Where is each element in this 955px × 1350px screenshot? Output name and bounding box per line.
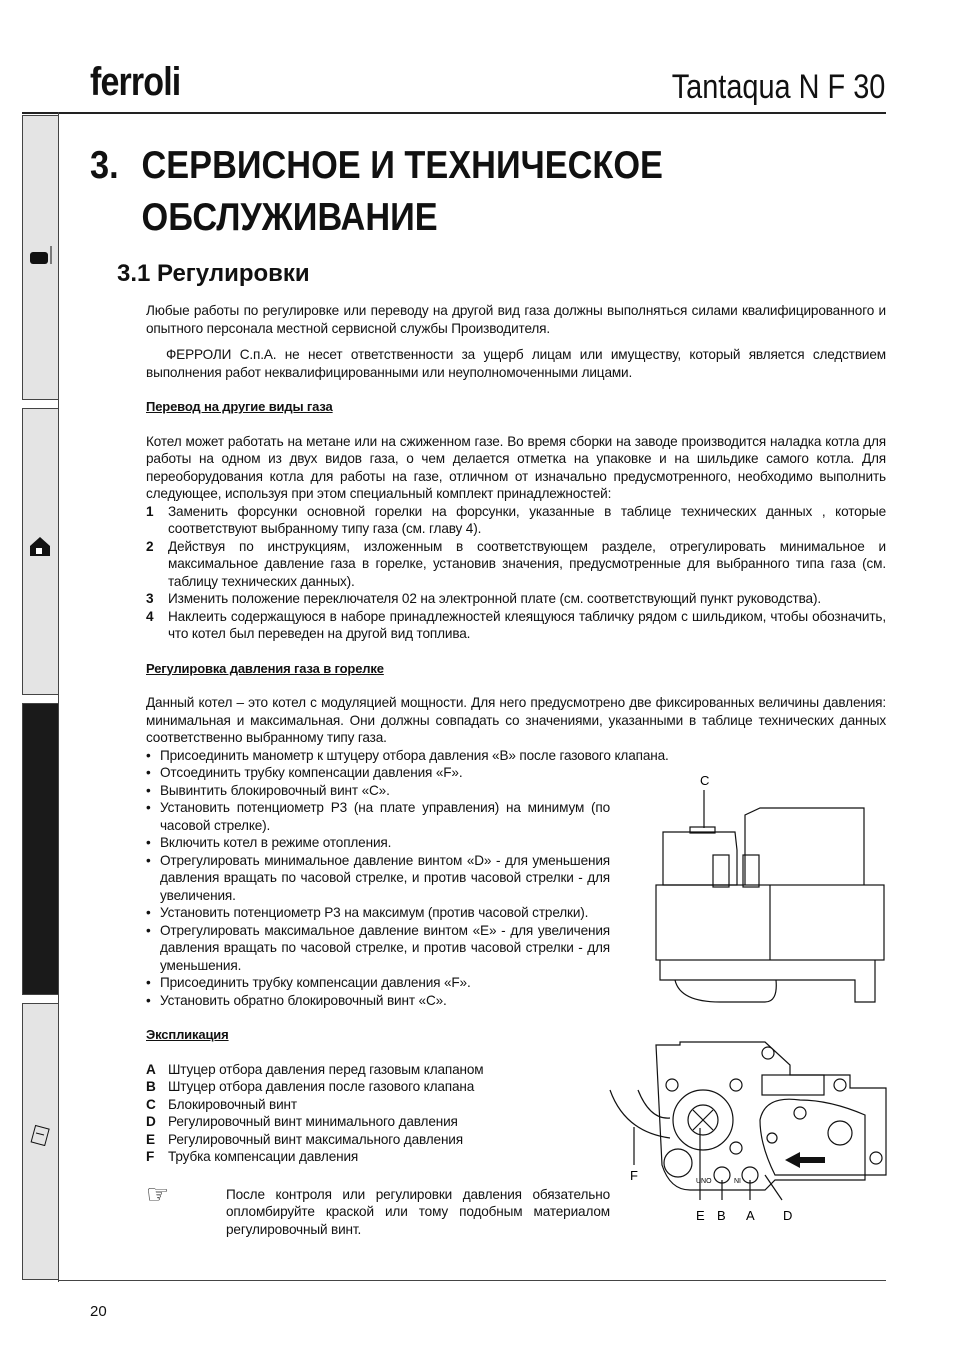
legend-item: E Регулировочный винт максимального давления <box>146 1131 463 1147</box>
legend-item: D Регулировочный винт минимального давления <box>146 1114 458 1129</box>
ferroli-logo: ferroli <box>90 60 181 104</box>
list-item: • Присоединить трубку компенсации давления «F». <box>146 975 471 990</box>
note-text: После контроля или регулировки давления обязательно опломбируйте краской или тому подобным материалом регулировочный винт. <box>226 1186 610 1237</box>
mark-uno: UNO <box>696 1178 712 1185</box>
flow-arrow-icon <box>785 1152 825 1168</box>
chapter-text: СЕРВИСНОЕ И ТЕХНИЧЕСКОЕ ОБСЛУЖИВАНИЕ <box>141 144 663 239</box>
header-rule <box>22 112 886 114</box>
mark-ni: NI <box>734 1178 741 1185</box>
label-e: E <box>696 1208 705 1223</box>
subheading: Перевод на другие виды газа <box>146 399 333 414</box>
list-item: • Установить потенциометр P3 (на плате управления) на минимум (по часовой стрелке). <box>146 800 610 833</box>
section-title: 3.1 Регулировки <box>117 260 310 287</box>
list-item: • Вывинтить блокировочный винт «C». <box>146 782 390 798</box>
chapter-number: 3. <box>90 144 119 187</box>
list-item: • Присоединить манометр к штуцеру отбора давления «B» после газового клапана. <box>146 747 669 763</box>
chapter-title <box>90 140 705 244</box>
list-item: • Отсоединить трубку компенсации давления «F». <box>146 765 463 780</box>
subheading: Регулировка давления газа в горелке <box>146 660 384 676</box>
note <box>146 1178 610 1239</box>
label-a: A <box>746 1208 755 1223</box>
model-name: Tantaqua N F 30 <box>671 68 885 106</box>
subheading: Экспликация <box>146 1027 229 1042</box>
list-item: • Установить обратно блокировочный винт «C». <box>146 992 447 1008</box>
list-item: • Установить потенциометр P3 на максимум (против часовой стрелки). <box>146 905 589 920</box>
pointing-hand-icon: ☞ <box>146 1178 170 1209</box>
paragraph: Данный котел – это котел с модуляцией мощности. Для него предусмотрено две фиксированных величины давления: минимальная и максимальная. Они должны совпадать со значениями, указанными в таблице технических данных соответственно выбранному типу газа. <box>146 695 886 745</box>
gas-valve-figure <box>600 770 900 1230</box>
frame-line <box>58 112 59 1282</box>
intro-paragraph: ФЕРРОЛИ С.п.А. не несет ответственности за ущерб лицам или имуществу, который является следствием выполнения работ неквалифицированными или неуполномоченными лицами. <box>146 347 886 380</box>
list-item: 2 Действуя по инструкциям, изложенным в соответствующем разделе, отрегулировать минимальное и максимальное давление газа в горелке, установив значения, предусмотренные для выбранного типа газа (см. таблицу технических данных). <box>146 538 886 589</box>
label-d: D <box>783 1208 793 1223</box>
page-number: 20 <box>90 1303 107 1320</box>
side-tab-service-active <box>22 703 59 995</box>
list-item: 3 Изменить положение переключателя 02 на электронной плате (см. соответствующий пункт руководства). <box>146 591 821 606</box>
house-icon <box>28 535 54 557</box>
list-item: 1 Заменить форсунки основной горелки на форсунки, указанные в таблице технических данных , которые соответствуют выбранному типу газа (см. главу 4). <box>146 503 886 536</box>
list-item: • Отрегулировать максимальное давление винтом «E» - для увеличения давления вращать по часовой стрелке, и против часовой стрелки - для уменьшения. <box>146 922 610 973</box>
label-f: F <box>630 1168 638 1183</box>
legend-item: F Трубка компенсации давления <box>146 1149 359 1164</box>
intro-paragraph: Любые работы по регулировке или переводу на другой вид газа должны выполняться силами квалифицированного и опытного персонала местной сервисной службы Производителя. <box>146 303 886 336</box>
list-item: • Отрегулировать минимальное давление винтом «D» - для уменьшения давления вращать по часовой стрелке, и против часовой стрелки - для увеличения. <box>146 852 610 903</box>
legend-item: A Штуцер отбора давления перед газовым клапаном <box>146 1061 484 1077</box>
legend-item: C Блокировочный винт <box>146 1096 297 1112</box>
clipboard-icon <box>28 1124 54 1146</box>
label-c: C <box>700 773 710 788</box>
legend-item: B Штуцер отбора давления после газового клапана <box>146 1079 475 1094</box>
label-b: B <box>717 1208 726 1223</box>
paragraph: Котел может работать на метане или на сжиженном газе. Во время сборки на заводе производится наладка котла для работы на одном из двух видов газа, о чем делается отметка на упаковке и на шильдике самого котла. Для переоборудования котла для работы на газе, отличном от изначально предусмотренного, необходимо выполнить следующее, используя при этом специальный комплект принадлежностей: <box>146 433 886 501</box>
boiler-icon <box>28 244 54 266</box>
list-item: 4 Наклеить содержащуюся в наборе принадлежностей клеящуюся табличку рядом с шильдиком, чтобы обозначить, что котел был переведен на другой вид топлива. <box>146 608 886 641</box>
frame-line-bottom <box>58 1280 886 1281</box>
list-item: • Включить котел в режиме отопления. <box>146 835 392 850</box>
